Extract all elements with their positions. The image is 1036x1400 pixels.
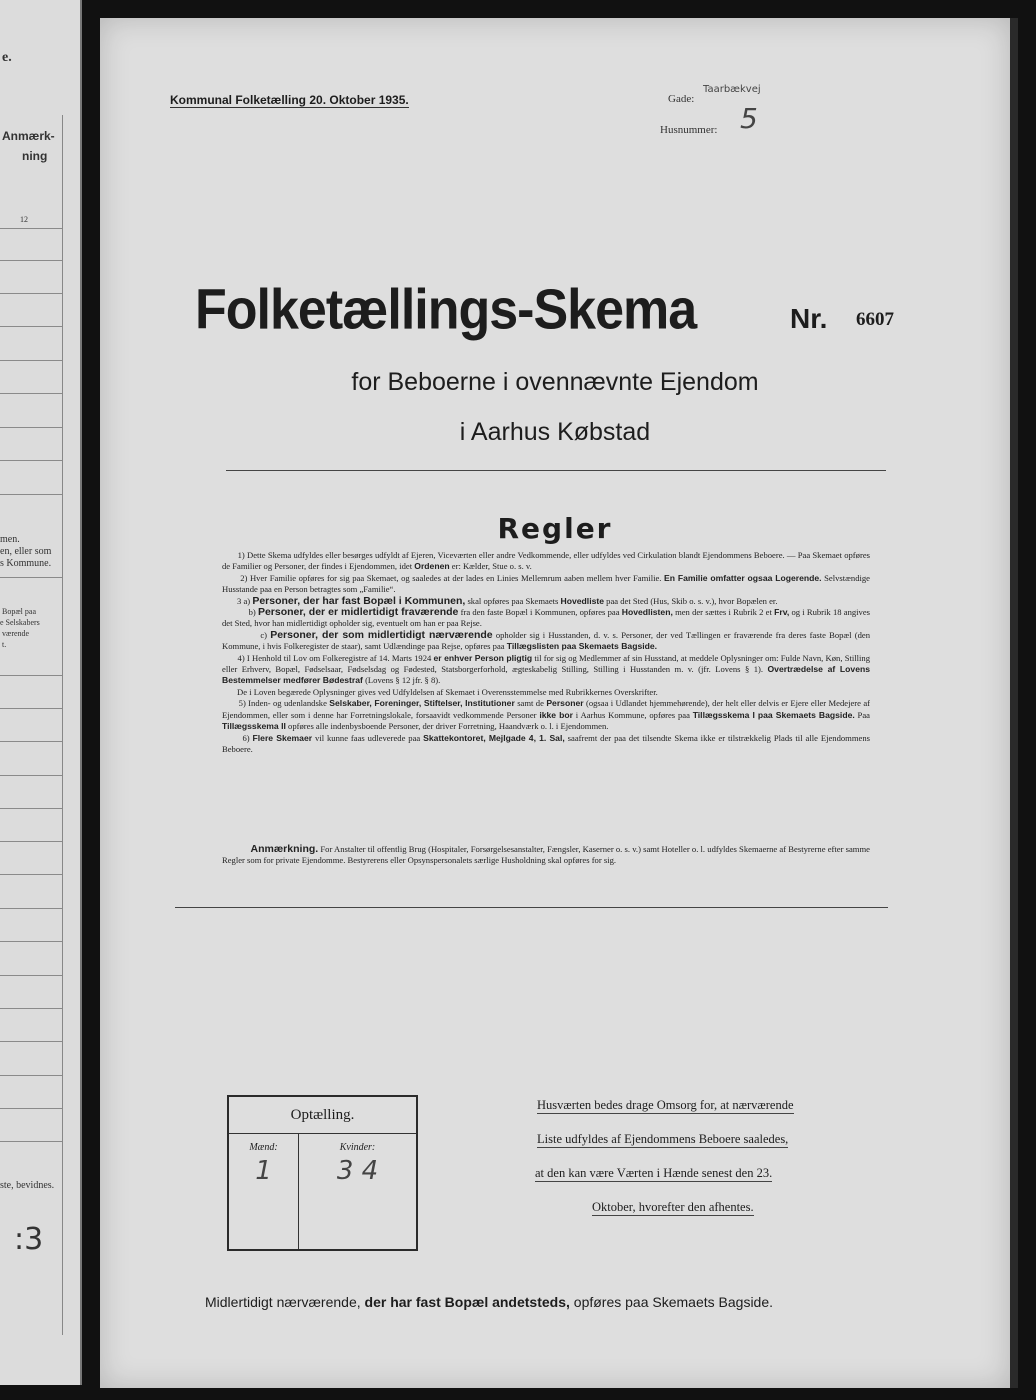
remark-label: Anmærkning. xyxy=(250,843,319,855)
left-fragment: men. xyxy=(0,534,20,545)
rule-3b-bold: Personer, der er midlertidigt fraværende xyxy=(257,606,459,619)
house-number-label: Husnummer: xyxy=(660,124,718,136)
rule-4b: De i Loven begærede Oplysninger gives ved Udfyldelsen af Skemaet i Overensstemmelse med Rubrikkernes Overskrifter. xyxy=(237,686,658,697)
rule-5-bold5: Tillægsskema II xyxy=(222,721,286,732)
rule-5-end: opføres alle indenbysboende Personer, der driver Forretning, Haandværk o. l. i Ejendommen. xyxy=(288,721,609,732)
rule-6-bold: Flere Skemaer xyxy=(252,732,313,743)
left-fragment: værende xyxy=(2,629,30,638)
left-fragment: Bopæl paa xyxy=(2,607,36,616)
women-count: 3 4 xyxy=(336,1156,379,1186)
rule-3b-mid: men der sættes i Rubrik 2 et xyxy=(675,607,772,618)
left-fragment: 12 xyxy=(20,215,28,224)
rule-5-mid4: Paa xyxy=(857,709,870,720)
rule-6-end: saafremt der paa det tilsendte Skema ikke er tilstrækkelig Plads til alle Ejendommens Beboere. xyxy=(222,732,870,754)
rule-5-bold2: Personer xyxy=(546,698,584,709)
left-fragment: e Selskabers xyxy=(0,618,40,627)
page-edge xyxy=(1010,18,1018,1388)
left-fragment: :3 xyxy=(14,1222,44,1257)
rule-3b-bold2: Hovedlisten, xyxy=(621,607,673,618)
rule-2-bold: En Familie omfatter ogsaa Logerende. xyxy=(664,572,822,583)
form-title: Folketællings-Skema xyxy=(195,278,697,342)
notice-line: Husværten bedes drage Omsorg for, at nærværende xyxy=(537,1098,794,1112)
rule-4-end: (Lovens § 12 jfr. § 8). xyxy=(365,675,441,686)
form-number-value: 6607 xyxy=(856,309,894,330)
left-page-fragment xyxy=(0,0,82,1385)
rule-1-end: er: Kælder, Stue o. s. v. xyxy=(451,561,532,572)
rule-6-bold2: Skattekontoret, Mejlgade 4, 1. Sal, xyxy=(423,732,565,743)
left-fragment: Anmærk- xyxy=(2,129,55,143)
left-fragment: ste, bevidnes. xyxy=(0,1180,55,1191)
count-box-title: Optælling. xyxy=(229,1097,416,1134)
form-subtitle: i Aarhus Købstad xyxy=(459,418,651,446)
footer-note xyxy=(205,1294,773,1310)
rule-5-mid3: i Aarhus Kommune, opføres paa xyxy=(575,709,690,720)
rule-3a-end: paa det Sted (Hus, Skib o. s. v.), hvor Bopælen er. xyxy=(606,595,778,606)
rule-3a: skal opføres paa Skemaets xyxy=(467,595,559,606)
form-subtitle: for Beboerne i ovennævnte Ejendom xyxy=(351,368,759,396)
rule-2: 2) Hver Familie opføres for sig paa Skemaet, og saaledes at der lades en Linies Mellemrum aaben mellem hver Familie. xyxy=(240,572,662,583)
left-fragment: t. xyxy=(2,640,7,649)
rule-1-bold: Ordenen xyxy=(414,561,450,572)
rule-3a-bold2: Hovedliste xyxy=(560,595,605,606)
rule-4-bold: er enhver Person pligtig xyxy=(433,652,533,663)
rule-4: 4) I Henhold til Lov om Folkeregistre af 14. Marts 1924 xyxy=(237,652,432,663)
remark-text xyxy=(222,844,870,867)
notice-line: at den kan være Værten i Hænde senest den 23. xyxy=(535,1166,773,1180)
rule-6: 6) xyxy=(242,732,250,743)
rule-5-mid2: (ogsaa i Udlandet hjemmehørende), der helt eller delvis er Ejere eller Medejere af Ejendommen, eller som i denne har Forretningslokale, forsaavidt vedkommende Personer xyxy=(222,698,871,720)
rule-2-end: Selvstændige Husstande paa en Person betragtes som „Familie“. xyxy=(222,572,870,595)
rule-3b-prefix: b) xyxy=(248,607,256,618)
form-number-label: Nr. xyxy=(790,303,828,334)
rule-5-bold4: Tillægsskema I paa Skemaets Bagside. xyxy=(692,709,855,720)
rules-heading: Regler xyxy=(497,512,613,545)
rule-5-bold3: ikke bor xyxy=(539,709,573,720)
house-number-value: 5 xyxy=(740,102,758,135)
rule-3b-end: og i Rubrik 18 angives det Sted, hvor han midlertidigt opholder sig, eventuelt om han er paa Rejse. xyxy=(222,607,871,629)
men-column xyxy=(229,1134,298,1249)
rule-6-mid: vil kunne faas udleverede paa xyxy=(315,732,421,743)
rule-3c-prefix: c) xyxy=(260,629,267,640)
remark-body: For Anstalter til offentlig Brug (Hospitaler, Forsørgelsesanstalter, Fængsler, Kaserner o. s. v.) samt Hoteller o. l. udfyldes Skemaerne af Bestyrerne efter samme Regler som for private Ejendomme. Bestyrerens eller Opsynspersonalets særlige Husholdning skal opføres for sig. xyxy=(222,844,870,866)
street-label: Gade: xyxy=(668,93,695,105)
women-label: Kvinder: xyxy=(339,1142,376,1153)
men-count: 1 xyxy=(255,1156,272,1186)
rule-3a-prefix: 3 a) xyxy=(237,595,251,606)
rules-text xyxy=(222,550,870,755)
rule-3c-bold: Personer, der som midlertidigt nærværende xyxy=(270,628,493,641)
rule-3b-bold3: Frv, xyxy=(774,607,790,618)
count-box xyxy=(227,1095,418,1251)
rule-1: 1) Dette Skema udfyldes eller besørges udfyldt af Ejeren, Viceværten eller andre Vedkommende, eller udfyldes ved Cirkulation blandt Ejendommens Beboere. — Paa Skemaet opføres de Familier og Personer, der findes i Ejendommen, idet xyxy=(222,550,870,572)
census-form-page xyxy=(100,18,1010,1388)
women-column xyxy=(299,1134,416,1249)
rule-4-mid: til for sig og Medlemmer af sin Husstand, at meddele Oplysninger om: Fulde Navn, Køn, Stilling eller Erhverv, Bopæl, Fødselsaar, Fødselsdag og Fødested, Statsborgerforhold, ægteskabelig Stilling, Stilling i Husstanden m. v. (jfr. Lovens § 1). xyxy=(222,652,871,675)
left-fragment: en, eller som xyxy=(0,546,52,557)
rule-3c: opholder sig i Husstanden, d. v. s. Personer, der ved Tællingen er fraværende fra deres faste Bopæl (den Kommune, i hvis Folkeregister de staar), samt Udlændinge paa Rejse, opføres paa xyxy=(222,629,870,652)
rule-3b: fra den faste Bopæl i Kommunen, opføres paa xyxy=(460,607,620,618)
left-fragment: e. xyxy=(2,50,12,65)
left-fragment: ning xyxy=(22,149,48,163)
rule-3c-bold2: Tillægslisten paa Skemaets Bagside. xyxy=(506,641,658,652)
street-value: Taarbækvej xyxy=(703,84,761,95)
rule-5-bold: Selskaber, Foreninger, Stiftelser, Institutioner xyxy=(329,698,515,709)
footer-post: opføres paa Skemaets Bagside. xyxy=(573,1294,774,1310)
men-label: Mænd: xyxy=(249,1142,278,1153)
footer-bold: der har fast Bopæl andetsteds, xyxy=(364,1294,570,1310)
left-fragment: s Kommune. xyxy=(0,558,52,569)
rule-3a-bold: Personer, der har fast Bopæl i Kommunen, xyxy=(252,594,466,607)
census-title: Kommunal Folketælling 20. Oktober 1935. xyxy=(170,93,409,107)
rule-4-bold2: Overtrædelse af Lovens Bestemmelser medfører Bødestraf xyxy=(222,664,870,686)
footer-pre: Midlertidigt nærværende, xyxy=(205,1294,361,1310)
rule-5-mid: samt de xyxy=(517,698,544,709)
notice-line: Liste udfyldes af Ejendommens Beboere saaledes, xyxy=(537,1132,789,1146)
notice-line: Oktober, hvorefter den afhentes. xyxy=(592,1200,754,1214)
rule-5: 5) Inden- og udenlandske xyxy=(238,698,327,709)
